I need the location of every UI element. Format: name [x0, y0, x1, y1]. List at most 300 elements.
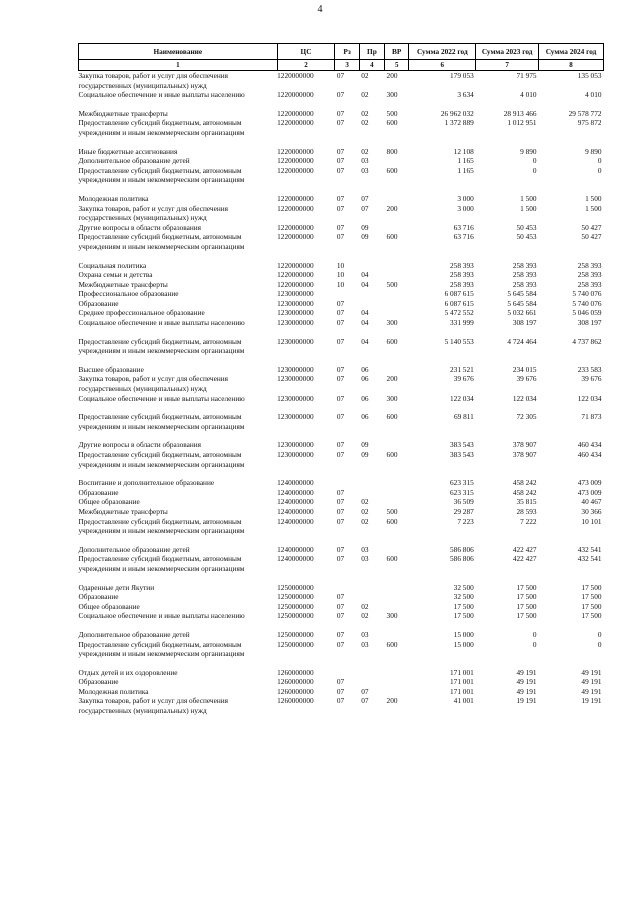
column-number: 5 — [385, 60, 409, 71]
row-rz: 07 — [336, 336, 345, 346]
row-sum-2024: 50 427 — [581, 222, 602, 232]
row-sum-2022: 63 716 — [453, 222, 474, 232]
row-sum-2023: 49 191 — [516, 667, 537, 677]
table-row — [79, 280, 604, 290]
row-sum-2023: 28 593 — [516, 506, 537, 516]
row-vr: 600 — [386, 232, 398, 242]
column-number: 8 — [539, 60, 604, 71]
row-vr: 500 — [386, 108, 398, 118]
row-cs: 1220000000 — [277, 193, 314, 203]
row-sum-2022: 122 034 — [450, 393, 474, 403]
spacer-cell — [79, 356, 604, 365]
row-sum-2023: 50 453 — [516, 222, 537, 232]
row-name: Предоставление субсидий бюджетным, автономным учреждениям и иным некоммерческим организациям — [78, 412, 245, 431]
row-cs: 1240000000 — [277, 544, 314, 554]
row-sum-2023: 378 907 — [512, 450, 537, 459]
table-row — [79, 592, 604, 602]
table-row — [79, 640, 604, 659]
row-sum-2023: 35 815 — [516, 497, 537, 507]
row-sum-2024: 122 034 — [577, 393, 602, 403]
row-pr: 03 — [361, 544, 369, 554]
row-sum-2024: 258 393 — [577, 260, 602, 270]
row-sum-2022: 26 962 032 — [440, 108, 474, 118]
row-cs: 1220000000 — [277, 232, 314, 242]
row-sum-2024: 473 009 — [577, 487, 602, 497]
row-rz: 07 — [336, 686, 345, 696]
table-row — [79, 517, 604, 536]
row-vr: 200 — [386, 374, 398, 384]
row-pr — [359, 289, 384, 299]
row-sum-2022: 171 001 — [450, 677, 474, 687]
spacer-cell — [79, 536, 604, 545]
header-sum-2022: Сумма 2022 год — [409, 44, 476, 60]
row-rz: 10 — [336, 260, 345, 270]
row-sum-2022: 231 521 — [450, 364, 474, 374]
row-vr — [385, 497, 409, 507]
row-pr — [359, 478, 384, 488]
row-cs: 1220000000 — [277, 146, 314, 156]
column-number: 3 — [335, 60, 359, 71]
row-vr: 300 — [386, 318, 398, 328]
table-row — [79, 488, 604, 498]
row-pr: 09 — [361, 232, 369, 242]
row-name: Общее образование — [78, 601, 140, 611]
row-rz: 07 — [336, 203, 345, 213]
row-sum-2023: 422 427 — [512, 544, 537, 554]
row-name: Социальное обеспечение и иные выплаты населению — [78, 318, 245, 328]
row-rz — [335, 583, 359, 593]
row-sum-2023: 17 500 — [516, 582, 537, 592]
row-sum-2024: 975 872 — [577, 118, 602, 128]
row-pr: 07 — [361, 696, 369, 706]
row-name: Предоставление субсидий бюджетным, автономным учреждениям и иным некоммерческим организациям — [78, 450, 245, 469]
row-sum-2024: 1 500 — [585, 193, 602, 203]
budget-table — [78, 43, 604, 716]
table-row — [79, 365, 604, 375]
row-cs: 1230000000 — [277, 308, 314, 318]
row-sum-2024: 10 101 — [581, 516, 602, 526]
row-pr: 04 — [361, 279, 369, 289]
table-row — [79, 583, 604, 593]
row-sum-2024: 258 393 — [577, 270, 602, 280]
row-name: Другие вопросы в области образования — [78, 222, 202, 232]
row-rz: 07 — [336, 156, 345, 166]
row-sum-2023: 49 191 — [516, 677, 537, 687]
row-sum-2024: 19 191 — [581, 696, 602, 706]
row-sum-2022: 586 806 — [450, 554, 474, 564]
row-sum-2022: 258 393 — [450, 260, 474, 270]
spacer-row — [79, 621, 604, 630]
row-sum-2023: 458 242 — [512, 487, 537, 497]
row-pr: 07 — [361, 193, 369, 203]
spacer-cell — [79, 138, 604, 147]
row-pr: 04 — [361, 270, 369, 280]
row-sum-2022: 1 372 889 — [444, 118, 474, 128]
row-cs: 1230000000 — [277, 336, 314, 346]
table-row — [79, 696, 604, 715]
row-rz: 07 — [336, 393, 345, 403]
row-rz: 07 — [336, 232, 345, 242]
row-pr: 09 — [361, 450, 369, 459]
row-sum-2022: 32 500 — [453, 582, 474, 592]
table-row — [79, 109, 604, 119]
row-vr — [385, 299, 409, 309]
row-name: Молодежная политика — [78, 686, 149, 696]
spacer-cell — [79, 659, 604, 668]
row-vr — [385, 687, 409, 697]
row-vr: 500 — [386, 506, 398, 516]
row-sum-2024: 0 — [597, 639, 602, 649]
table-row — [79, 394, 604, 404]
row-vr: 200 — [386, 71, 398, 80]
row-sum-2022: 15 000 — [453, 629, 474, 639]
row-sum-2022: 5 140 553 — [444, 336, 474, 346]
row-sum-2024: 432 541 — [577, 554, 602, 564]
row-cs: 1230000000 — [277, 364, 314, 374]
table-row — [79, 450, 604, 469]
row-sum-2023: 308 197 — [512, 318, 537, 328]
row-rz: 07 — [336, 146, 345, 156]
row-name: Межбюджетные трансферты — [78, 279, 168, 289]
row-sum-2024: 29 578 772 — [568, 108, 602, 118]
row-sum-2023: 422 427 — [512, 554, 537, 564]
row-vr — [385, 440, 409, 450]
table-row — [79, 611, 604, 621]
row-sum-2022: 3 000 — [457, 193, 474, 203]
row-pr: 02 — [361, 497, 369, 507]
row-vr: 600 — [386, 336, 398, 346]
row-name: Дополнительное образование детей — [78, 544, 190, 554]
row-rz: 10 — [336, 279, 345, 289]
row-vr — [385, 630, 409, 640]
table-row — [79, 497, 604, 507]
spacer-row — [79, 403, 604, 412]
row-cs: 1220000000 — [277, 260, 314, 270]
row-name: Образование — [78, 677, 119, 687]
table-row — [79, 204, 604, 223]
row-cs: 1240000000 — [277, 516, 314, 526]
table-row — [79, 147, 604, 157]
table-row — [79, 270, 604, 280]
row-name: Предоставление субсидий бюджетным, автономным учреждениям и иным некоммерческим организациям — [78, 118, 245, 137]
column-number: 4 — [359, 60, 384, 71]
row-sum-2023: 258 393 — [512, 279, 537, 289]
row-sum-2023: 49 191 — [516, 686, 537, 696]
row-sum-2024: 50 427 — [581, 232, 602, 242]
row-pr: 04 — [361, 318, 369, 328]
row-name: Одаренные дети Якутии — [78, 582, 155, 592]
row-sum-2022: 6 087 615 — [444, 298, 474, 308]
row-vr: 600 — [386, 450, 398, 459]
row-rz: 07 — [336, 677, 345, 687]
row-name: Межбюджетные трансферты — [78, 108, 168, 118]
row-rz: 07 — [336, 374, 345, 384]
row-sum-2022: 17 500 — [453, 601, 474, 611]
row-sum-2022: 3 000 — [457, 203, 474, 213]
row-pr: 03 — [361, 639, 369, 649]
row-cs: 1240000000 — [277, 487, 314, 497]
row-sum-2023: 71 975 — [516, 71, 537, 80]
row-vr: 300 — [386, 393, 398, 403]
row-name: Другие вопросы в области образования — [78, 440, 202, 450]
row-vr — [385, 545, 409, 555]
table-row — [79, 602, 604, 612]
row-name: Закупка товаров, работ и услуг для обеспечения государственных (муниципальных) нужд — [78, 203, 228, 223]
row-cs: 1250000000 — [277, 611, 314, 621]
row-rz: 07 — [336, 696, 345, 706]
row-sum-2023: 258 393 — [512, 260, 537, 270]
row-rz: 07 — [336, 497, 345, 507]
row-rz: 07 — [336, 629, 345, 639]
row-name: Дополнительное образование детей — [78, 156, 190, 166]
row-sum-2022: 258 393 — [450, 279, 474, 289]
row-pr: 06 — [361, 374, 369, 384]
row-cs: 1260000000 — [277, 696, 314, 706]
row-sum-2024: 233 583 — [577, 364, 602, 374]
row-pr: 02 — [361, 601, 369, 611]
row-sum-2023: 17 500 — [516, 592, 537, 602]
table-row — [79, 166, 604, 185]
row-sum-2024: 0 — [597, 165, 602, 175]
table-row — [79, 545, 604, 555]
row-name: Отдых детей и их оздоровление — [78, 667, 178, 677]
row-sum-2022: 586 806 — [450, 544, 474, 554]
table-row — [79, 507, 604, 517]
row-sum-2022: 7 223 — [457, 516, 474, 526]
row-vr — [385, 488, 409, 498]
row-pr: 06 — [361, 393, 369, 403]
row-pr: 02 — [361, 108, 369, 118]
row-pr: 09 — [361, 440, 369, 450]
row-pr: 06 — [361, 412, 369, 422]
row-pr: 02 — [361, 90, 369, 100]
row-pr — [359, 583, 384, 593]
row-sum-2022: 3 634 — [457, 90, 474, 100]
row-cs: 1220000000 — [277, 279, 314, 289]
row-rz: 07 — [336, 90, 345, 100]
row-cs: 1220000000 — [277, 71, 314, 80]
row-pr — [359, 299, 384, 309]
table-row — [79, 668, 604, 678]
row-sum-2023: 5 645 584 — [507, 298, 537, 308]
row-cs: 1220000000 — [277, 203, 314, 213]
row-sum-2024: 30 366 — [581, 506, 602, 516]
row-vr: 500 — [386, 279, 398, 289]
row-name: Закупка товаров, работ и услуг для обеспечения государственных (муниципальных) нужд — [78, 374, 228, 394]
row-cs: 1240000000 — [277, 554, 314, 564]
row-rz: 07 — [336, 412, 345, 422]
row-rz — [335, 289, 359, 299]
row-name: Предоставление субсидий бюджетным, автономным учреждениям и иным некоммерческим организациям — [78, 336, 245, 356]
row-sum-2024: 9 890 — [585, 146, 602, 156]
row-cs: 1230000000 — [277, 298, 314, 308]
spacer-cell — [79, 328, 604, 337]
row-cs: 1220000000 — [277, 156, 314, 166]
spacer-row — [79, 469, 604, 478]
row-rz: 07 — [336, 193, 345, 203]
row-cs: 1230000000 — [277, 318, 314, 328]
table-row — [79, 478, 604, 488]
row-sum-2024: 49 191 — [581, 686, 602, 696]
row-sum-2022: 179 053 — [450, 71, 474, 80]
row-vr: 600 — [386, 165, 398, 175]
row-cs: 1260000000 — [277, 667, 314, 677]
table-row — [79, 299, 604, 309]
row-rz: 07 — [336, 592, 345, 602]
row-pr — [359, 488, 384, 498]
row-rz: 07 — [336, 516, 345, 526]
row-pr: 02 — [361, 516, 369, 526]
row-cs: 1250000000 — [277, 592, 314, 602]
row-pr: 02 — [361, 71, 369, 80]
header-sum-2024: Сумма 2024 год — [539, 44, 604, 60]
table-row — [79, 687, 604, 697]
row-cs: 1220000000 — [277, 270, 314, 280]
row-name: Закупка товаров, работ и услуг для обеспечения государственных (муниципальных) нужд — [78, 696, 228, 716]
row-sum-2023: 19 191 — [516, 696, 537, 706]
row-sum-2024: 17 500 — [581, 582, 602, 592]
spacer-cell — [79, 403, 604, 412]
row-cs: 1230000000 — [277, 440, 314, 450]
row-name: Молодежная политика — [78, 193, 149, 203]
row-rz: 07 — [336, 554, 345, 564]
table-row — [79, 156, 604, 166]
spacer-cell — [79, 185, 604, 194]
row-pr — [359, 677, 384, 687]
spacer-row — [79, 252, 604, 261]
row-cs: 1220000000 — [277, 222, 314, 232]
row-pr: 02 — [361, 506, 369, 516]
row-sum-2024: 5 740 076 — [572, 289, 602, 299]
row-rz: 07 — [336, 440, 345, 450]
row-vr — [385, 261, 409, 271]
row-sum-2023: 1 012 951 — [507, 118, 537, 128]
table-row — [79, 118, 604, 137]
row-sum-2023: 28 913 466 — [503, 108, 537, 118]
row-sum-2024: 1 500 — [585, 203, 602, 213]
header-rz: Рз — [335, 44, 359, 60]
row-sum-2023: 234 015 — [512, 364, 537, 374]
row-sum-2024: 49 191 — [581, 677, 602, 687]
row-sum-2022: 171 001 — [450, 686, 474, 696]
row-sum-2022: 1 165 — [457, 156, 474, 166]
row-vr: 600 — [386, 639, 398, 649]
row-cs: 1230000000 — [277, 393, 314, 403]
row-rz: 07 — [336, 298, 345, 308]
spacer-cell — [79, 469, 604, 478]
spacer-cell — [79, 574, 604, 583]
row-sum-2024: 460 434 — [577, 440, 602, 450]
row-name: Профессиональное образование — [78, 289, 179, 299]
row-vr — [385, 478, 409, 488]
row-name: Образование — [78, 487, 119, 497]
table-row — [79, 374, 604, 393]
row-sum-2024: 4 010 — [585, 90, 602, 100]
row-sum-2023: 5 645 584 — [507, 289, 537, 299]
table-row — [79, 261, 604, 271]
row-sum-2024: 4 737 862 — [572, 336, 602, 346]
row-pr: 07 — [361, 203, 369, 213]
row-sum-2024: 49 191 — [581, 667, 602, 677]
row-rz: 07 — [336, 108, 345, 118]
header-name: Наименование — [79, 44, 278, 60]
row-name: Социальная политика — [78, 260, 147, 270]
row-sum-2024: 0 — [597, 629, 602, 639]
row-vr — [385, 156, 409, 166]
row-rz: 07 — [336, 71, 345, 80]
row-sum-2023: 122 034 — [512, 393, 537, 403]
row-sum-2022: 6 087 615 — [444, 289, 474, 299]
row-sum-2022: 63 716 — [453, 232, 474, 242]
row-pr: 03 — [361, 554, 369, 564]
row-sum-2024: 5 740 076 — [572, 298, 602, 308]
column-number: 1 — [79, 60, 278, 71]
table-header — [79, 44, 604, 71]
row-sum-2023: 0 — [532, 165, 537, 175]
table-row — [79, 440, 604, 450]
row-sum-2024: 258 393 — [577, 279, 602, 289]
row-name: Предоставление субсидий бюджетным, автономным учреждениям и иным некоммерческим организациям — [78, 516, 245, 536]
row-sum-2023: 0 — [532, 639, 537, 649]
row-sum-2023: 17 500 — [516, 611, 537, 621]
row-name: Закупка товаров, работ и услуг для обеспечения государственных (муниципальных) нужд — [78, 71, 228, 90]
row-sum-2024: 5 046 059 — [572, 308, 602, 318]
header-cs: ЦС — [277, 44, 335, 60]
row-vr — [385, 602, 409, 612]
row-name: Иные бюджетные ассигнования — [78, 146, 178, 156]
row-cs: 1220000000 — [277, 108, 314, 118]
row-cs: 1240000000 — [277, 478, 314, 488]
row-sum-2023: 1 500 — [520, 193, 537, 203]
row-pr: 03 — [361, 629, 369, 639]
row-sum-2023: 258 393 — [512, 270, 537, 280]
row-sum-2024: 17 500 — [581, 611, 602, 621]
header-vr: ВР — [385, 44, 409, 60]
row-sum-2022: 39 676 — [453, 374, 474, 384]
row-sum-2023: 39 676 — [516, 374, 537, 384]
row-rz — [335, 478, 359, 488]
row-sum-2022: 17 500 — [453, 611, 474, 621]
row-sum-2022: 29 287 — [453, 506, 474, 516]
row-name: Межбюджетные трансферты — [78, 506, 168, 516]
row-sum-2022: 383 543 — [450, 440, 474, 450]
row-vr: 600 — [386, 412, 398, 422]
table-row — [79, 630, 604, 640]
spacer-cell — [79, 100, 604, 109]
column-number: 2 — [277, 60, 335, 71]
row-pr: 07 — [361, 686, 369, 696]
row-vr: 300 — [386, 90, 398, 100]
row-sum-2022: 623 315 — [450, 478, 474, 488]
row-sum-2022: 1 165 — [457, 165, 474, 175]
page-number: 4 — [317, 4, 323, 15]
row-pr — [359, 668, 384, 678]
row-name: Образование — [78, 298, 119, 308]
row-vr: 200 — [386, 203, 398, 213]
row-sum-2023: 4 010 — [520, 90, 537, 100]
row-sum-2022: 331 999 — [450, 318, 474, 328]
header-pr: Пр — [359, 44, 384, 60]
row-sum-2022: 15 000 — [453, 639, 474, 649]
row-sum-2022: 171 001 — [450, 667, 474, 677]
row-rz — [335, 668, 359, 678]
row-sum-2024: 17 500 — [581, 592, 602, 602]
row-rz: 07 — [336, 506, 345, 516]
column-number: 6 — [409, 60, 476, 71]
row-pr: 03 — [361, 165, 369, 175]
row-sum-2023: 17 500 — [516, 601, 537, 611]
row-name: Дополнительное образование детей — [78, 629, 190, 639]
